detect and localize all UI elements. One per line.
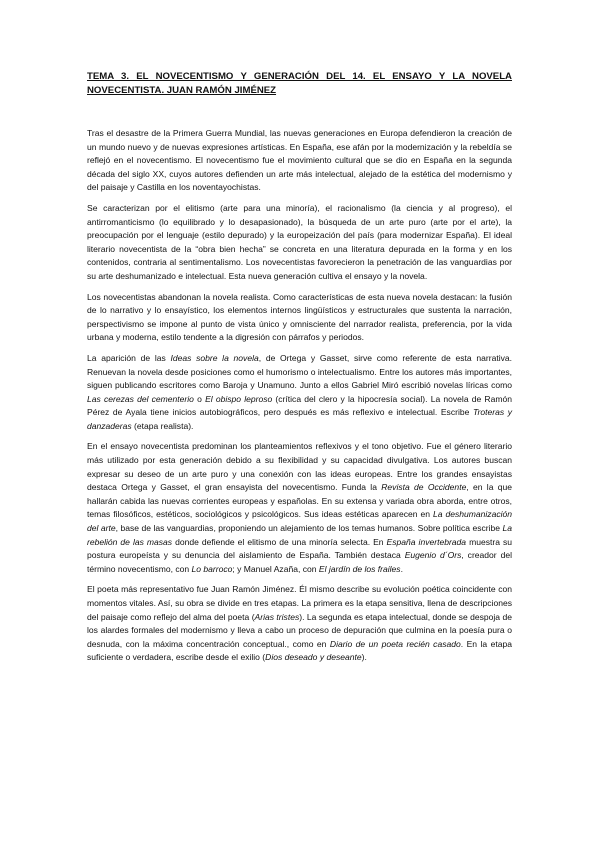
paragraph-2: Se caracterizan por el elitismo (arte para una minoría), el racionalismo (la ciencia y al progreso), el antirromanticismo (lo equilibrado y lo desapasionado), la búsqueda de un arte puro (arte por el arte), la preocupación por el lenguaje (estilo depurado) y la europeización del país (para modernizar España). El ideal literario novecentista de la “obra bien hecha” se concreta en una literatura depurada en la forma y en los contenidos, contraria al sentimentalismo. Los novecentistas favorecieron la penetración de las vanguardias por su arte deshumanizado e intelectual. Esta nueva generación cultiva el ensayo y la novela. xyxy=(87,202,512,281)
paragraph-5: En el ensayo novecentista predominan los planteamientos reflexivos y el tono objetivo. Fue el género literario más utilizado por esta generación debido a su flexibilidad y su capacidad divulgativa. Los autores buscan expresar su deseo de un arte puro y una conexión con las ideas europeas. Entre los grandes ensayistas destaca Ortega y Gasset, el gran ensayista del novecentismo. Funda la Revista de Occidente, en la que hallarán cabida las nuevas corrientes europeas y españolas. En su extensa y variada obra aborda, entre otros, temas filosóficos, estéticos, sociológicos y psicológicos. Sus ideas estéticas aparecen en La deshumanización del arte, base de las vanguardias, proponiendo un alejamiento de los temas humanos. Sobre política escribe La rebelión de las masas donde defiende el elitismo de una minoría selecta. En España invertebrada muestra su postura europeísta y su denuncia del aislamiento de España. También destaca Eugenio d´Ors, creador del término novecentismo, con Lo barroco; y Manuel Azaña, con El jardín de los frailes. xyxy=(87,441,513,574)
page-title: TEMA 3. EL NOVECENTISMO Y GENERACIÓN DEL 14. EL ENSAYO Y LA NOVELA NOVECENTISTA. JUAN RAMÓN JIMÉNEZ xyxy=(87,71,512,96)
paragraph-3: Los novecentistas abandonan la novela realista. Como características de esta nueva novela destacan: la fusión de lo narrativo y lo ensayístico, los elementos internos lingüísticos y estructurales que sustenta la narración, perspectivismo se impone al punto de vista único y omnisciente del narrador realista, preferencia, por la vida urbana y moderna, estilo tendente a la digresión con párrafos y periodos. xyxy=(87,291,512,343)
paragraph-4: La aparición de las Ideas sobre la novela, de Ortega y Gasset, sirve como referente de esta narrativa. Renuevan la novela desde posiciones como el humorismo o intelectualismo. Entre los autores más importantes, siguen publicando escritores como Baroja y Unamuno. Junto a ellos Gabriel Miró escribió novelas líricas como Las cerezas del cementerio o El obispo leproso (crítica del clero y la hipocresía social). La novela de Ramón Pérez de Ayala tiene inicios autobiográficos, pero después es más reflexivo e intelectual. Escribe Troteras y danzaderas (etapa realista). xyxy=(87,352,513,431)
paragraph-1: Tras el desastre de la Primera Guerra Mundial, las nuevas generaciones en Europa defendieron la creación de un mundo nuevo y de nuevas expresiones artísticas. En España, ese afán por la modernización y la rebeldía se reflejó en el novecentismo. El novecentismo fue el movimiento cultural que se dio en España en la segunda década del siglo XX, cuyos autores defienden un arte más intelectual, alejado de la estética del modernismo y del paisaje y Castilla en los noventayochistas. xyxy=(87,128,512,193)
paragraph-6: El poeta más representativo fue Juan Ramón Jiménez. Él mismo describe su evolución poética coincidente con momentos vitales. Así, su obra se divide en tres etapas. La primera es la etapa sensitiva, llena de descripciones del paisaje como reflejo del alma del poeta (Arias tristes). La segunda es etapa intelectual, donde se despoja de los alardes formales del modernismo y lleva a cabo un proceso de depuración que culmina en la poesía pura o desnuda, con la máxima concentración conceptual., como en Diario de un poeta recién casado. En la etapa suficiente o verdadera, escribe desde el exilio (Dios deseado y deseante). xyxy=(87,584,512,663)
